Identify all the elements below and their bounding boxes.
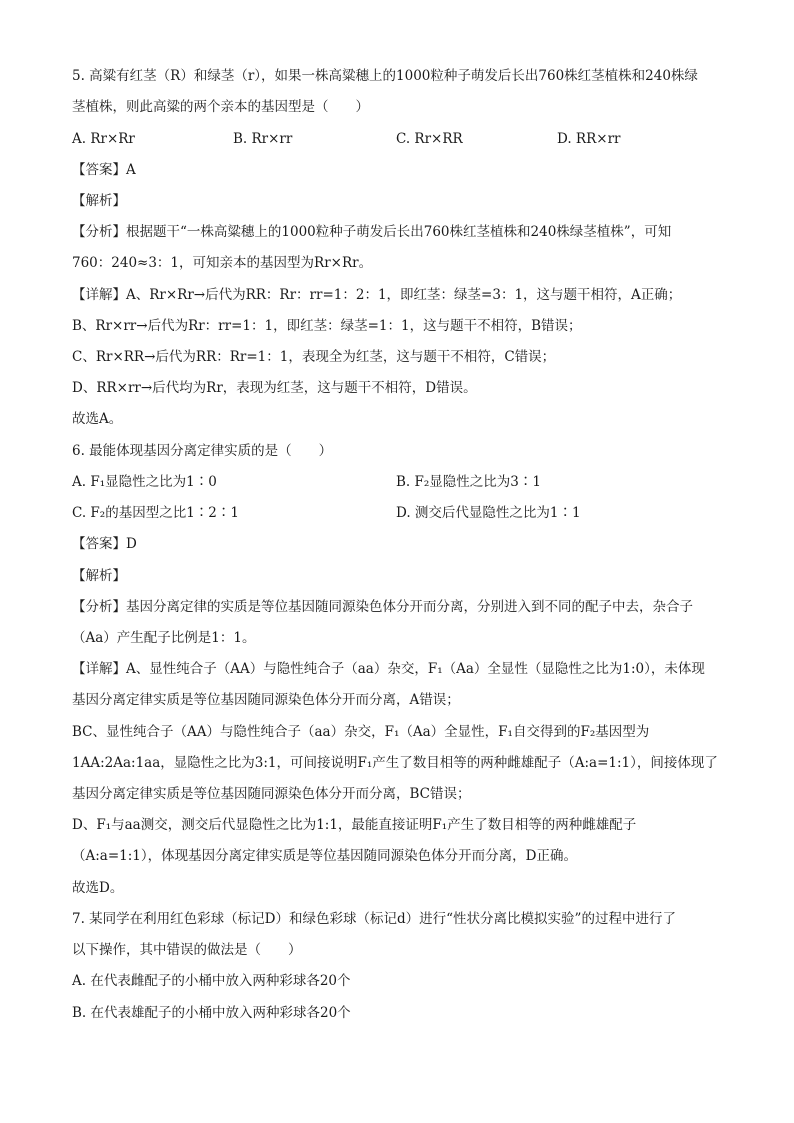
q6-option-d: D. 测交后代显隐性之比为1∶1	[396, 505, 581, 521]
q5-analysis-head: 【解析】	[72, 193, 126, 209]
q5-option-b: B. Rr×rr	[233, 131, 293, 147]
q6-detail-line: 基因分离定律实质是等位基因随同源染色体分开而分离，A错误；	[72, 692, 460, 708]
q5-conclusion: 故选A。	[72, 411, 123, 427]
q5-option-c: C. Rr×RR	[396, 131, 463, 147]
q6-option-a: A. F₁显隐性之比为1∶0	[72, 474, 217, 490]
q7-option-b: B. 在代表雄配子的小桶中放入两种彩球各20个	[72, 1005, 351, 1021]
q5-detail-line: 【详解】A、Rr×Rr→后代为RR：Rr：rr=1：2：1，即红茎：绿茎=3：1，这与题干相符，A正确；	[72, 287, 682, 303]
q6-analysis-head: 【解析】	[72, 568, 126, 584]
q5-answer: 【答案】A	[72, 162, 136, 178]
q5-option-a: A. Rr×Rr	[72, 131, 135, 147]
q6-detail-line: 基因分离定律实质是等位基因随同源染色体分开而分离，BC错误；	[72, 786, 471, 802]
q5-fenxi-line1: 【分析】根据题干“一株高粱穗上的1000粒种子萌发后长出760株红茎植株和240株绿茎植株”，可知	[72, 224, 672, 240]
q6-detail-line: 1AA:2Aa:1aa，显隐性之比为3:1，可间接说明F₁产生了数目相等的两种雌雄配子（A:a=1:1），间接体现了	[72, 755, 718, 771]
q6-fenxi-line1: 【分析】基因分离定律的实质是等位基因随同源染色体分开而分离，分别进入到不同的配子中去，杂合子	[72, 599, 693, 615]
q6-detail-line: D、F₁与aa测交，测交后代显隐性之比为1:1，最能直接证明F₁产生了数目相等的两种雌雄配子	[72, 817, 637, 833]
q5-detail-line: B、Rr×rr→后代为Rr：rr=1：1，即红茎：绿茎=1：1，这与题干不相符，B错误；	[72, 318, 582, 334]
q6-stem: 6. 最能体现基因分离定律实质的是（ ）	[72, 443, 333, 459]
q5-detail-line: D、RR×rr→后代均为Rr，表现为红茎，这与题干不相符，D错误。	[72, 380, 477, 396]
q7-stem-line2: 以下操作，其中错误的做法是（ ）	[72, 942, 302, 958]
q7-stem-line1: 7. 某同学在利用红色彩球（标记D）和绿色彩球（标记d）进行“性状分离比模拟实验”的过程中进行了	[72, 911, 676, 927]
q6-answer: 【答案】D	[72, 536, 137, 552]
q6-detail-line: BC、显性纯合子（AA）与隐性纯合子（aa）杂交，F₁（Aa）全显性，F₁自交得到的F₂基因型为	[72, 724, 650, 740]
q7-option-a: A. 在代表雌配子的小桶中放入两种彩球各20个	[72, 973, 351, 989]
q6-detail-line: （A:a=1:1），体现基因分离定律实质是等位基因随同源染色体分开而分离，D正确。	[72, 848, 577, 864]
q5-detail-line: C、Rr×RR→后代为RR：Rr=1：1，表现全为红茎，这与题干不相符，C错误；	[72, 349, 556, 365]
q6-option-c: C. F₂的基因型之比1∶2∶1	[72, 505, 239, 521]
q5-fenxi-line2: 760：240≈3：1，可知亲本的基因型为Rr×Rr。	[72, 255, 373, 271]
q5-stem-line1: 5. 高粱有红茎（R）和绿茎（r），如果一株高粱穗上的1000粒种子萌发后长出760株红茎植株和240株绿	[72, 68, 698, 84]
q5-stem-line2: 茎植株，则此高粱的两个亲本的基因型是（ ）	[72, 99, 369, 115]
q6-option-b: B. F₂显隐性之比为3∶1	[396, 474, 541, 490]
q6-detail-line: 【详解】A、显性纯合子（AA）与隐性纯合子（aa）杂交，F₁（Aa）全显性（显隐性之比为1:0），未体现	[72, 661, 705, 677]
q6-conclusion: 故选D。	[72, 880, 124, 896]
q5-option-d: D. RR×rr	[557, 131, 621, 147]
q6-fenxi-line2: （Aa）产生配子比例是1：1。	[72, 630, 256, 646]
